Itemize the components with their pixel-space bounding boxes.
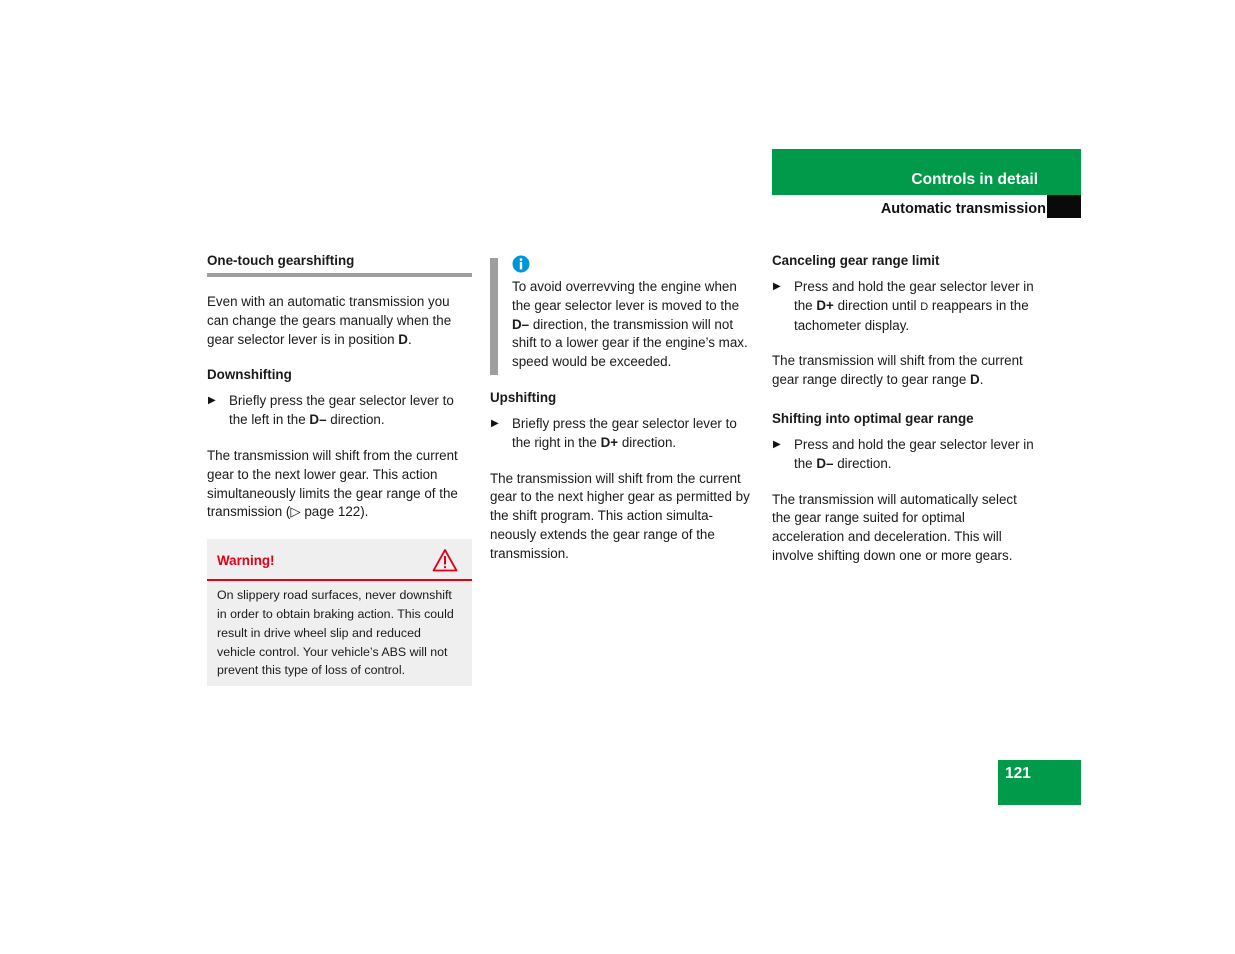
heading-one-touch-gearshifting: One-touch gearshifting [207,252,472,277]
warning-triangle-icon [432,548,458,572]
info-bar [490,258,498,375]
warning-text: On slippery road surfaces, never downshift in order to obtain braking action. This could result in drive wheel slip and reduced vehicle control. Your vehicle’s ABS will not prevent this type of loss of control. [217,588,454,678]
bullet-arrow-icon: ▶ [491,417,499,429]
page-number: 121 [998,760,1081,805]
intro-paragraph: Even with an automatic transmission you can change the gears manually when the gear selector lever is in position D. [207,294,452,347]
info-icon [512,255,530,273]
display-d-glyph: D [920,300,929,313]
column-middle [490,252,755,581]
heading-canceling-gear-range-limit: Canceling gear range limit [772,253,940,268]
bullet-arrow-icon: ▶ [773,281,781,292]
downshift-step: ▶ Briefly press the gear selector lever to the left in the D– direction. [208,393,454,428]
bullet-arrow-icon: ▶ [208,395,216,407]
heading-upshifting: Upshifting [490,389,557,405]
warning-header [207,539,472,581]
optimal-step: ▶ Press and hold the gear selector lever in the D– direction. [773,436,1034,471]
section-title: Controls in detail [911,171,1038,188]
optimal-result: The transmission will automatically select the gear range suited for optimal acceleration and deceleration. This will involve shifting down one or more gears. [772,491,1017,563]
cancel-result: The transmission will shift from the current gear range directly to gear range D. [772,353,1023,388]
subsection-title: Automatic transmission [880,201,1046,217]
section-header-bar [772,149,1081,195]
warning-title: Warning! [217,553,275,569]
heading-shifting-optimal-gear-range: Shifting into optimal gear range [772,410,974,426]
downshift-result: The transmission will shift from the current gear to the next lower gear. This action simultaneously limits the gear range of the transmission (▷ page 122). [207,447,458,520]
bullet-arrow-icon: ▶ [773,438,781,450]
heading-downshifting: Downshifting [207,367,292,383]
subsection-marker [1047,195,1081,218]
warning-box [207,539,472,686]
info-text: To avoid overrevving the engine when the gear selector lever is moved to the D– direction, the transmission will not shift to a lower gear if the engine’s max. speed would be exceeded. [512,279,748,370]
info-note [490,255,755,372]
cancel-step: ▶ Press and hold the gear selector lever in the D+ direction until D reappears in the tachometer display. [773,279,1034,333]
upshift-step: ▶ Briefly press the gear selector lever to the right in the D+ direction. [491,415,737,450]
column-right [772,252,1037,583]
column-left [207,252,472,686]
upshift-result: The transmission will shift from the current gear to the next higher gear as permitted by the shift program. This action simulta-neously extends the gear range of the transmission. [490,470,750,561]
